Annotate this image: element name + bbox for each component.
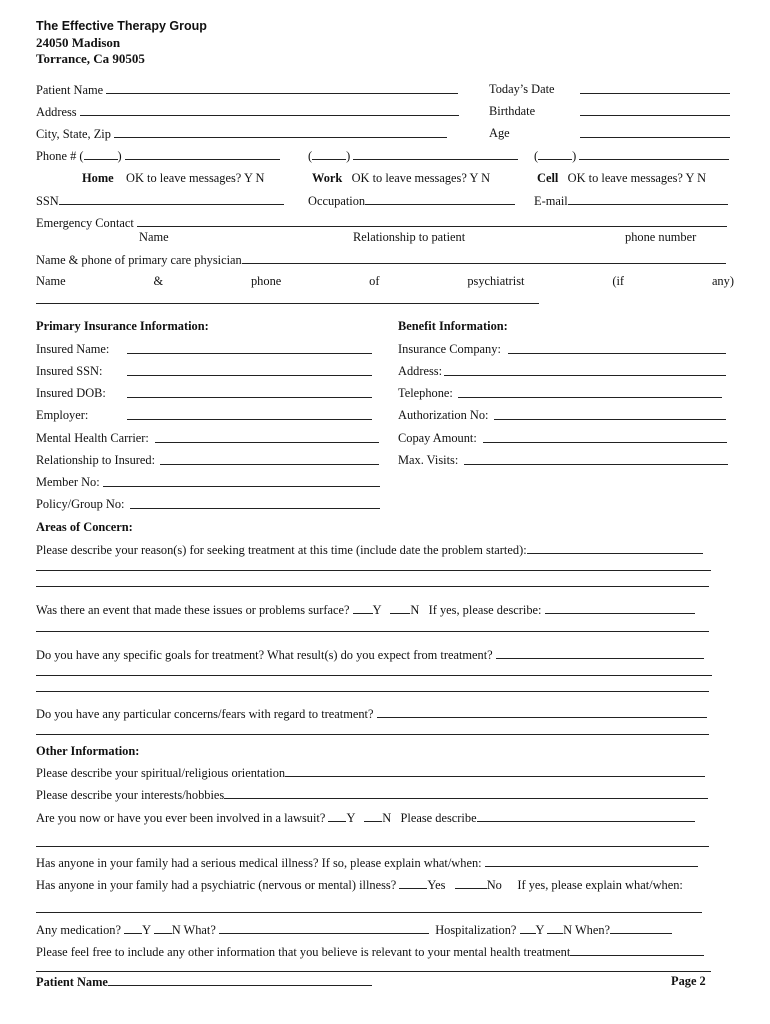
- family-psych-row: [36, 877, 683, 892]
- ssn-label: SSN: [36, 194, 59, 208]
- city-state-zip-label: City, State, Zip: [36, 127, 111, 141]
- relationship-insured-field[interactable]: [160, 453, 379, 465]
- todays-date-label: Today’s Date: [489, 82, 555, 96]
- lawsuit-question: Are you now or have you ever been involved in a lawsuit?: [36, 811, 326, 825]
- spiritual-row: [36, 765, 705, 780]
- lawsuit-describe-line2[interactable]: [36, 846, 709, 847]
- benefit-info-heading: Benefit Information:: [398, 319, 508, 333]
- family-psych-yes-label: Yes: [427, 878, 446, 892]
- family-psych-yes-field[interactable]: [399, 877, 427, 889]
- family-medical-field[interactable]: [485, 855, 698, 867]
- insured-ssn-field[interactable]: [127, 364, 372, 376]
- ec-phone-caption: phone number: [625, 230, 697, 244]
- family-psych-question: Has anyone in your family had a psychiatric (nervous or mental) illness?: [36, 878, 397, 892]
- family-psych-explain-field[interactable]: [36, 912, 702, 913]
- benefit-telephone-label: Telephone:: [398, 386, 453, 400]
- family-psych-explain-label: If yes, please explain what/when:: [517, 878, 683, 892]
- copay-amount-label: Copay Amount:: [398, 431, 477, 445]
- cell-ok-group: [537, 171, 706, 186]
- occupation-field[interactable]: [365, 193, 515, 205]
- event-row: [36, 602, 695, 617]
- member-no-field[interactable]: [103, 475, 380, 487]
- hosp-yes-field[interactable]: [520, 922, 536, 934]
- phone-row: [36, 148, 280, 163]
- age-field[interactable]: [580, 126, 730, 138]
- form-header: [36, 18, 207, 68]
- primary-physician-row: [36, 252, 726, 267]
- interests-field[interactable]: [224, 787, 708, 799]
- goals-row: [36, 647, 704, 662]
- home-ok-group: [82, 171, 264, 186]
- reason-field[interactable]: [527, 542, 703, 554]
- reason-question: Please describe your reason(s) for seeking treatment at this time (include date the problem started):: [36, 543, 527, 557]
- birthdate-field[interactable]: [580, 104, 730, 116]
- copay-amount-field[interactable]: [483, 431, 727, 443]
- primary-physician-field[interactable]: [242, 252, 726, 264]
- occupation-label: Occupation: [308, 194, 366, 208]
- event-describe-line2[interactable]: [36, 631, 709, 632]
- goals-field[interactable]: [496, 647, 704, 659]
- other-info-label: Please feel free to include any other information that you believe is relevant to your mental health treatment: [36, 945, 571, 959]
- employer-label: Employer:: [36, 408, 89, 422]
- authorization-no-field[interactable]: [494, 408, 726, 420]
- org-city: Torrance, Ca 90505: [36, 51, 145, 66]
- work-phone-group: [308, 148, 518, 164]
- cell-label: Cell: [537, 171, 559, 185]
- event-describe-label: If yes, please describe:: [428, 603, 542, 617]
- phone-paren: ): [572, 149, 577, 163]
- hosp-when-field[interactable]: [610, 922, 672, 934]
- home-label: Home: [82, 171, 114, 185]
- phone-paren: ): [117, 149, 122, 163]
- psychiatrist-word: any): [711, 274, 734, 288]
- medication-row: [36, 922, 672, 937]
- primary-physician-label: Name & phone of primary care physician: [36, 253, 242, 267]
- lawsuit-yes-label: Y: [346, 811, 355, 825]
- reason-field-line2[interactable]: [36, 570, 711, 571]
- hosp-yes-label: Y: [535, 923, 545, 937]
- occupation-group: [308, 193, 515, 209]
- work-area-code-field[interactable]: [312, 148, 346, 160]
- work-ok-group: [312, 171, 490, 186]
- address-row: [36, 104, 459, 119]
- policy-group-label: Policy/Group No:: [36, 497, 125, 511]
- mental-health-carrier-field[interactable]: [155, 431, 379, 443]
- medication-what-label: N What?: [171, 923, 216, 937]
- lawsuit-yes-field[interactable]: [328, 810, 346, 822]
- other-info-row: [36, 944, 704, 959]
- goals-question: Do you have any specific goals for treatment? What result(s) do you expect from treatment?: [36, 648, 493, 662]
- medication-what-field[interactable]: [219, 922, 429, 934]
- interests-row: [36, 787, 708, 802]
- address-field[interactable]: [80, 104, 459, 116]
- psychiatrist-field[interactable]: [36, 303, 539, 304]
- event-yes-label: Y: [372, 603, 382, 617]
- insured-dob-field[interactable]: [127, 386, 372, 398]
- patient-name-row: [36, 82, 458, 97]
- hosp-when-label: N When?: [563, 923, 611, 937]
- lawsuit-no-label: N: [382, 811, 392, 825]
- event-no-field[interactable]: [390, 602, 410, 614]
- phone-label: Phone # (: [36, 149, 84, 163]
- lawsuit-describe-label: Please describe: [400, 811, 477, 825]
- cell-phone-field[interactable]: [579, 148, 729, 160]
- family-medical-question: Has anyone in your family had a serious medical illness? If so, please explain what/when:: [36, 856, 482, 870]
- city-row: [36, 126, 447, 141]
- fears-field[interactable]: [377, 706, 707, 718]
- family-medical-row: [36, 855, 698, 870]
- cell-ok-messages[interactable]: OK to leave messages? Y N: [567, 171, 707, 185]
- patient-name-label: Patient Name: [36, 83, 104, 97]
- lawsuit-no-field[interactable]: [364, 810, 382, 822]
- psychiatrist-word: of: [369, 274, 380, 288]
- ssn-row: [36, 193, 284, 208]
- fears-question: Do you have any particular concerns/fears with regard to treatment?: [36, 707, 374, 721]
- address-label: Address: [36, 105, 77, 119]
- spiritual-label: Please describe your spiritual/religious orientation: [36, 766, 286, 780]
- lawsuit-describe-field[interactable]: [477, 810, 695, 822]
- event-describe-field[interactable]: [545, 602, 695, 614]
- footer-patient-row: [36, 974, 372, 989]
- member-no-label: Member No:: [36, 475, 100, 489]
- medication-yes-label: Y: [142, 923, 151, 937]
- reason-row: [36, 542, 703, 557]
- emergency-contact-row: [36, 215, 727, 230]
- medication-yes-field[interactable]: [124, 922, 142, 934]
- home-ok-messages[interactable]: OK to leave messages? Y N: [126, 171, 265, 185]
- psychiatrist-word: &: [153, 274, 164, 288]
- policy-group-field[interactable]: [130, 497, 380, 509]
- work-label: Work: [312, 171, 343, 185]
- ssn-field[interactable]: [59, 193, 284, 205]
- phone-paren: (: [308, 149, 313, 163]
- other-info-field[interactable]: [570, 944, 704, 956]
- lawsuit-row: [36, 810, 695, 825]
- other-info-heading: Other Information:: [36, 744, 140, 758]
- event-question: Was there an event that made these issues or problems surface?: [36, 603, 350, 617]
- other-info-line2[interactable]: [36, 971, 711, 972]
- ec-name-caption: Name: [139, 230, 169, 244]
- email-field[interactable]: [568, 193, 728, 205]
- emergency-contact-label: Emergency Contact: [36, 216, 134, 230]
- psychiatrist-row: [36, 274, 734, 289]
- emergency-contact-field[interactable]: [137, 215, 727, 227]
- spiritual-field[interactable]: [285, 765, 705, 777]
- work-phone-field[interactable]: [353, 148, 518, 160]
- mental-health-carrier-label: Mental Health Carrier:: [36, 431, 149, 445]
- org-name: The Effective Therapy Group: [36, 19, 207, 33]
- birthdate-label: Birthdate: [489, 104, 536, 118]
- goals-field-line3[interactable]: [36, 691, 709, 692]
- cell-phone-group: [534, 148, 729, 164]
- benefit-telephone-field[interactable]: [458, 386, 722, 398]
- email-label: E-mail: [534, 194, 568, 208]
- ec-relationship-caption: Relationship to patient: [353, 230, 466, 244]
- insured-name-label: Insured Name:: [36, 342, 110, 356]
- work-ok-messages[interactable]: OK to leave messages? Y N: [351, 171, 491, 185]
- insured-name-field[interactable]: [127, 342, 372, 354]
- todays-date-field[interactable]: [580, 82, 730, 94]
- employer-field[interactable]: [127, 408, 372, 420]
- psychiatrist-word: psychiatrist: [467, 274, 525, 288]
- relationship-insured-label: Relationship to Insured:: [36, 453, 156, 467]
- home-phone-field[interactable]: [125, 148, 280, 160]
- org-street: 24050 Madison: [36, 34, 121, 50]
- family-psych-no-label: No: [486, 878, 502, 892]
- primary-insurance-heading: Primary Insurance Information:: [36, 319, 209, 333]
- areas-of-concern-heading: Areas of Concern:: [36, 520, 133, 534]
- footer-patient-name-label: Patient Name: [36, 975, 108, 989]
- city-state-zip-field[interactable]: [114, 126, 447, 138]
- reason-field-line3[interactable]: [36, 586, 709, 587]
- fears-row: [36, 706, 707, 721]
- max-visits-field[interactable]: [464, 453, 728, 465]
- medication-question: Any medication?: [36, 923, 121, 937]
- insured-dob-label: Insured DOB:: [36, 386, 106, 400]
- phone-paren: ): [346, 149, 351, 163]
- insurance-company-label: Insurance Company:: [398, 342, 501, 356]
- home-area-code-field[interactable]: [84, 148, 118, 160]
- fears-field-line2[interactable]: [36, 734, 709, 735]
- psychiatrist-word: (if: [612, 274, 625, 288]
- insured-ssn-label: Insured SSN:: [36, 364, 103, 378]
- benefit-address-field[interactable]: [444, 364, 726, 376]
- goals-field-line2[interactable]: [36, 675, 712, 676]
- benefit-address-label: Address:: [398, 364, 443, 378]
- max-visits-label: Max. Visits:: [398, 453, 459, 467]
- event-no-label: N: [410, 603, 420, 617]
- cell-area-code-field[interactable]: [538, 148, 572, 160]
- page-number: Page 2: [671, 974, 706, 988]
- hospitalization-question: Hospitalization?: [435, 923, 517, 937]
- email-group: [534, 193, 728, 209]
- phone-paren: (: [534, 149, 539, 163]
- event-yes-field[interactable]: [353, 602, 373, 614]
- hosp-no-field[interactable]: [547, 922, 563, 934]
- medication-no-field[interactable]: [154, 922, 172, 934]
- insurance-company-field[interactable]: [508, 342, 726, 354]
- authorization-no-label: Authorization No:: [398, 408, 489, 422]
- family-psych-no-field[interactable]: [455, 877, 487, 889]
- footer-patient-name-field[interactable]: [108, 974, 372, 986]
- interests-label: Please describe your interests/hobbies: [36, 788, 225, 802]
- psychiatrist-word: Name: [36, 274, 66, 288]
- psychiatrist-word: phone: [250, 274, 282, 288]
- patient-name-field[interactable]: [106, 82, 458, 94]
- age-label: Age: [489, 126, 510, 140]
